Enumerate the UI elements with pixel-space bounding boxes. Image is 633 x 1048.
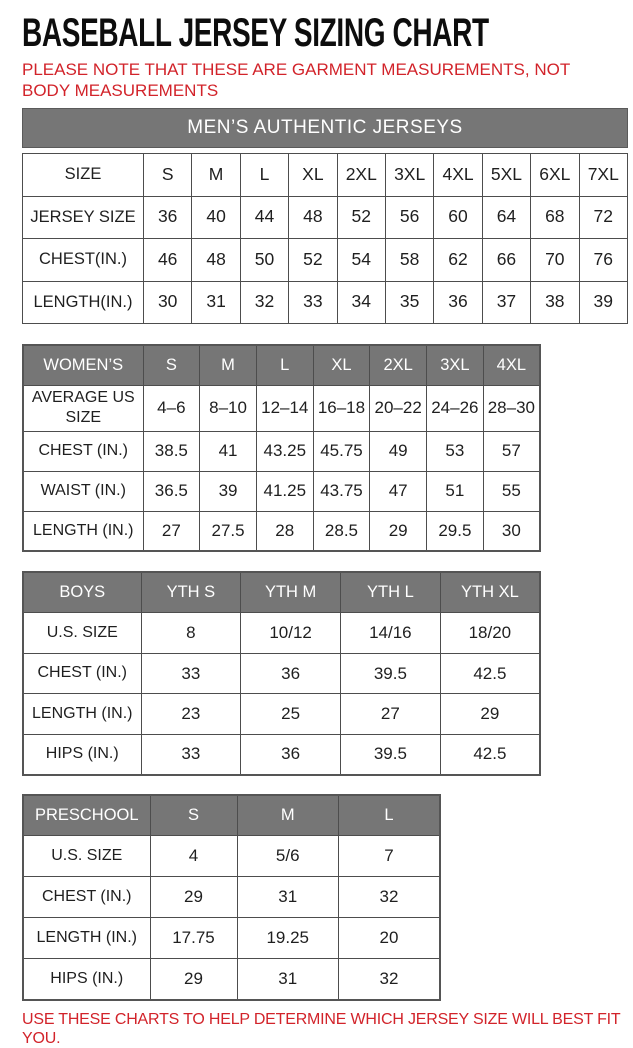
cell-value: 46 xyxy=(144,239,192,282)
size-column-header: YTH XL xyxy=(440,572,540,613)
cell-value: 25 xyxy=(241,694,341,735)
garment-measurement-note: PLEASE NOTE THAT THESE ARE GARMENT MEASUREMENTS, NOT BODY MEASUREMENTS xyxy=(22,60,570,100)
cell-value: 8 xyxy=(141,613,241,654)
cell-value: 23 xyxy=(141,694,241,735)
cell-value: 41 xyxy=(200,431,257,471)
cell-value: 28 xyxy=(256,511,313,551)
cell-value: 34 xyxy=(337,281,385,324)
cell-value: 14/16 xyxy=(341,613,441,654)
cell-value: 36 xyxy=(144,196,192,239)
cell-value: 45.75 xyxy=(313,431,370,471)
cell-value: 52 xyxy=(289,239,337,282)
row-label: JERSEY SIZE xyxy=(23,196,144,239)
cell-value: 56 xyxy=(385,196,433,239)
preschool-table-row xyxy=(23,918,440,959)
cell-value: 50 xyxy=(240,239,288,282)
cell-value: 5XL xyxy=(482,154,530,197)
cell-value: 29 xyxy=(440,694,540,735)
boys-table-row xyxy=(23,694,540,735)
cell-value: 29 xyxy=(150,877,237,918)
cell-value: 55 xyxy=(483,471,540,511)
cell-value: 32 xyxy=(339,877,441,918)
mens-table-row xyxy=(23,196,628,239)
row-label: LENGTH(IN.) xyxy=(23,281,144,324)
cell-value: 27.5 xyxy=(200,511,257,551)
boys-sizing-table xyxy=(22,571,541,776)
cell-value: 47 xyxy=(370,471,427,511)
cell-value: 4–6 xyxy=(143,385,200,431)
cell-value: XL xyxy=(289,154,337,197)
boys-group-label: BOYS xyxy=(23,572,141,613)
cell-value: 31 xyxy=(237,959,339,1000)
cell-value: 36 xyxy=(241,734,341,775)
row-label: SIZE xyxy=(23,154,144,197)
cell-value: 36 xyxy=(434,281,482,324)
cell-value: 51 xyxy=(427,471,484,511)
size-column-header: S xyxy=(143,345,200,385)
cell-value: 39.5 xyxy=(341,734,441,775)
mens-table-row xyxy=(23,239,628,282)
row-label: AVERAGE US SIZE xyxy=(23,385,143,431)
mens-table-row xyxy=(23,154,628,197)
cell-value: 4 xyxy=(150,836,237,877)
cell-value: 39 xyxy=(579,281,627,324)
cell-value: 43.75 xyxy=(313,471,370,511)
cell-value: 12–14 xyxy=(256,385,313,431)
row-label: CHEST (IN.) xyxy=(23,653,141,694)
cell-value: 28.5 xyxy=(313,511,370,551)
cell-value: 2XL xyxy=(337,154,385,197)
cell-value: 29 xyxy=(370,511,427,551)
size-column-header: YTH L xyxy=(341,572,441,613)
cell-value: 60 xyxy=(434,196,482,239)
preschool-header-row xyxy=(23,795,440,836)
womens-sizing-table xyxy=(22,344,541,552)
boys-table-row xyxy=(23,613,540,654)
cell-value: 27 xyxy=(341,694,441,735)
cell-value: 30 xyxy=(144,281,192,324)
cell-value: 28–30 xyxy=(483,385,540,431)
cell-value: 33 xyxy=(141,734,241,775)
preschool-table-row xyxy=(23,959,440,1000)
size-column-header: M xyxy=(200,345,257,385)
row-label: LENGTH (IN.) xyxy=(23,511,143,551)
row-label: CHEST(IN.) xyxy=(23,239,144,282)
cell-value: 27 xyxy=(143,511,200,551)
boys-table-row xyxy=(23,653,540,694)
cell-value: 10/12 xyxy=(241,613,341,654)
cell-value: 7XL xyxy=(579,154,627,197)
cell-value: 48 xyxy=(192,239,240,282)
cell-value: 3XL xyxy=(385,154,433,197)
cell-value: 6XL xyxy=(531,154,579,197)
cell-value: 32 xyxy=(240,281,288,324)
mens-section-banner xyxy=(22,108,628,148)
cell-value: 16–18 xyxy=(313,385,370,431)
cell-value: 48 xyxy=(289,196,337,239)
size-column-header: M xyxy=(237,795,339,836)
cell-value: 20–22 xyxy=(370,385,427,431)
cell-value: 7 xyxy=(339,836,441,877)
cell-value: 31 xyxy=(237,877,339,918)
cell-value: 40 xyxy=(192,196,240,239)
boys-header-row xyxy=(23,572,540,613)
cell-value: 36.5 xyxy=(143,471,200,511)
cell-value: 5/6 xyxy=(237,836,339,877)
size-column-header: YTH S xyxy=(141,572,241,613)
cell-value: L xyxy=(240,154,288,197)
row-label: WAIST (IN.) xyxy=(23,471,143,511)
preschool-table-row xyxy=(23,877,440,918)
womens-table-row xyxy=(23,385,540,431)
preschool-table-row xyxy=(23,836,440,877)
preschool-sizing-table xyxy=(22,794,441,1001)
cell-value: 52 xyxy=(337,196,385,239)
cell-value: 62 xyxy=(434,239,482,282)
cell-value: 4XL xyxy=(434,154,482,197)
cell-value: 38.5 xyxy=(143,431,200,471)
womens-table-row xyxy=(23,431,540,471)
cell-value: 37 xyxy=(482,281,530,324)
row-label: U.S. SIZE xyxy=(23,613,141,654)
cell-value: 43.25 xyxy=(256,431,313,471)
mens-sizing-table xyxy=(22,153,628,324)
cell-value: 20 xyxy=(339,918,441,959)
cell-value: 8–10 xyxy=(200,385,257,431)
size-column-header: S xyxy=(150,795,237,836)
cell-value: 42.5 xyxy=(440,734,540,775)
cell-value: 54 xyxy=(337,239,385,282)
mens-table-row xyxy=(23,281,628,324)
cell-value: 68 xyxy=(531,196,579,239)
cell-value: 70 xyxy=(531,239,579,282)
mens-banner-label: MEN’S AUTHENTIC JERSEYS xyxy=(187,117,463,138)
cell-value: 57 xyxy=(483,431,540,471)
size-column-header: L xyxy=(339,795,441,836)
cell-value: 35 xyxy=(385,281,433,324)
row-label: U.S. SIZE xyxy=(23,836,150,877)
womens-table-row xyxy=(23,511,540,551)
preschool-group-label: PRESCHOOL xyxy=(23,795,150,836)
row-label: HIPS (IN.) xyxy=(23,959,150,1000)
womens-group-label: WOMEN’S xyxy=(23,345,143,385)
cell-value: 53 xyxy=(427,431,484,471)
footer-note: USE THESE CHARTS TO HELP DETERMINE WHICH JERSEY SIZE WILL BEST FIT YOU. xyxy=(22,1010,621,1047)
cell-value: 64 xyxy=(482,196,530,239)
size-column-header: L xyxy=(256,345,313,385)
cell-value: 44 xyxy=(240,196,288,239)
womens-header-row xyxy=(23,345,540,385)
cell-value: M xyxy=(192,154,240,197)
size-column-header: 3XL xyxy=(427,345,484,385)
boys-table-row xyxy=(23,734,540,775)
cell-value: 39 xyxy=(200,471,257,511)
cell-value: S xyxy=(144,154,192,197)
womens-table-row xyxy=(23,471,540,511)
cell-value: 72 xyxy=(579,196,627,239)
size-column-header: YTH M xyxy=(241,572,341,613)
cell-value: 18/20 xyxy=(440,613,540,654)
row-label: CHEST (IN.) xyxy=(23,431,143,471)
page-title: BASEBALL JERSEY SIZING CHART xyxy=(22,11,489,55)
row-label: LENGTH (IN.) xyxy=(23,918,150,959)
cell-value: 31 xyxy=(192,281,240,324)
cell-value: 19.25 xyxy=(237,918,339,959)
cell-value: 33 xyxy=(289,281,337,324)
size-column-header: XL xyxy=(313,345,370,385)
cell-value: 41.25 xyxy=(256,471,313,511)
size-column-header: 2XL xyxy=(370,345,427,385)
cell-value: 38 xyxy=(531,281,579,324)
cell-value: 49 xyxy=(370,431,427,471)
cell-value: 30 xyxy=(483,511,540,551)
cell-value: 36 xyxy=(241,653,341,694)
cell-value: 29.5 xyxy=(427,511,484,551)
cell-value: 29 xyxy=(150,959,237,1000)
size-column-header: 4XL xyxy=(483,345,540,385)
cell-value: 76 xyxy=(579,239,627,282)
cell-value: 39.5 xyxy=(341,653,441,694)
row-label: LENGTH (IN.) xyxy=(23,694,141,735)
cell-value: 42.5 xyxy=(440,653,540,694)
row-label: CHEST (IN.) xyxy=(23,877,150,918)
cell-value: 24–26 xyxy=(427,385,484,431)
cell-value: 58 xyxy=(385,239,433,282)
row-label: HIPS (IN.) xyxy=(23,734,141,775)
cell-value: 66 xyxy=(482,239,530,282)
cell-value: 33 xyxy=(141,653,241,694)
cell-value: 17.75 xyxy=(150,918,237,959)
cell-value: 32 xyxy=(339,959,441,1000)
